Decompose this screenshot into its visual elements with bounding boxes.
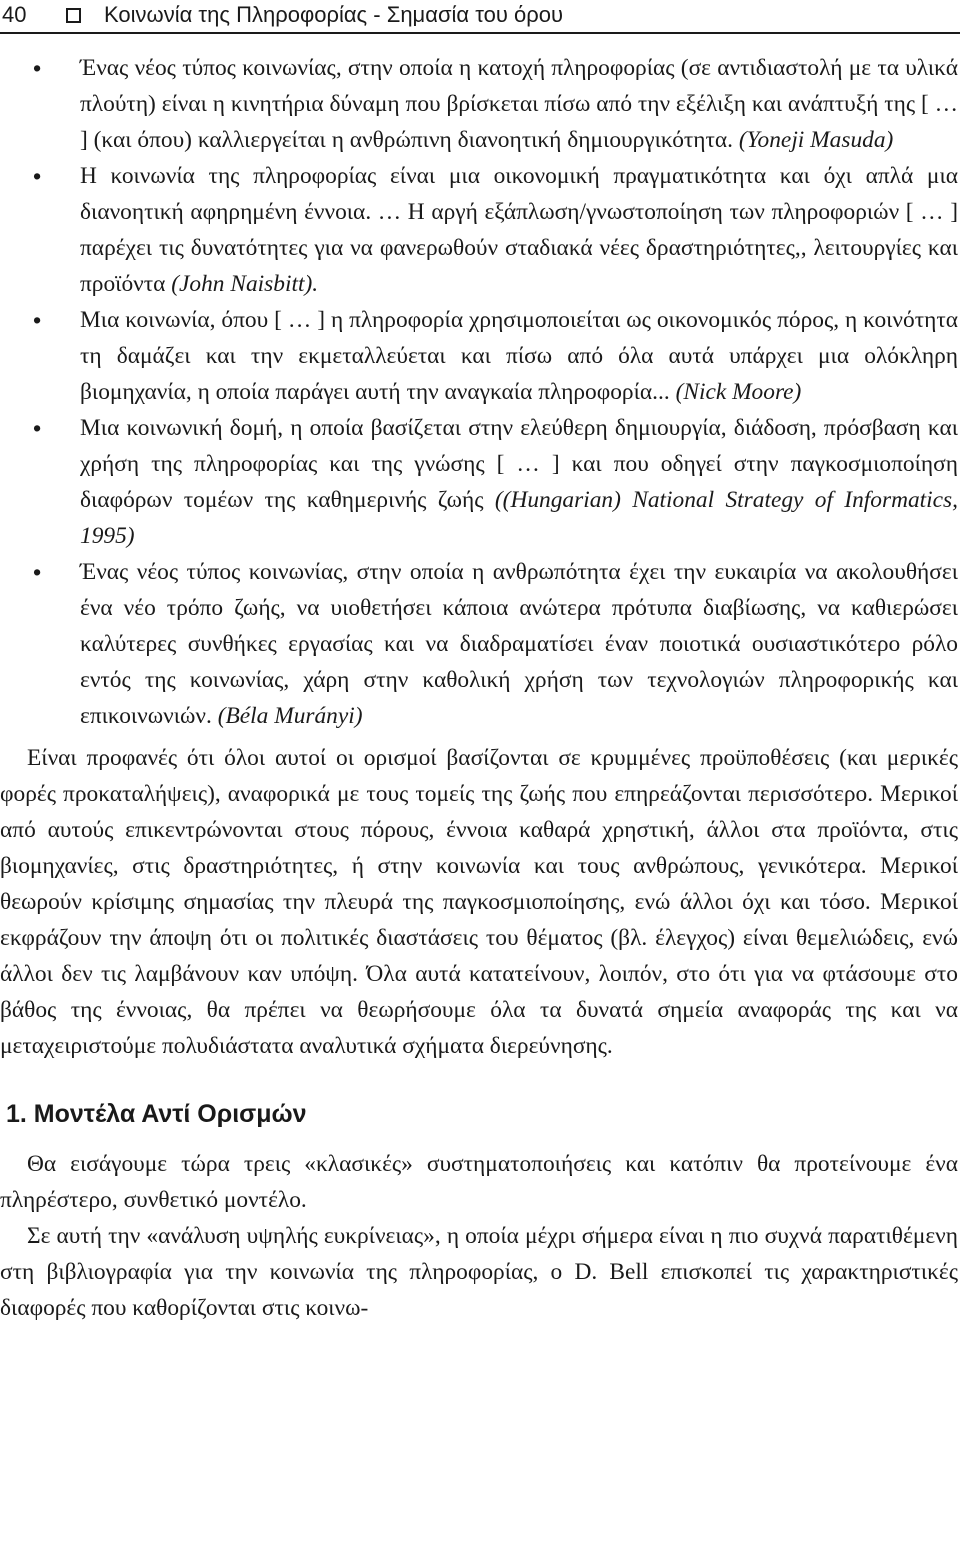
body-paragraph: Είναι προφανές ότι όλοι αυτοί οι ορισμοί βασίζονται σε κρυμμένες προϋποθέσεις (και μερικές φορές προκαταλήψεις), αναφορικά με τους τομείς της ζωής που επηρεάζονται περισσότερο. Μερικοί από αυτούς επικεντρώνονται στους πόρους, έννοια καθαρά χρηστική, άλλοι στα προϊόντα, στις βιομηχανίες, στις δραστηριότητες, ή στην κοινωνία και τους ανθρώπους, γενικότερα. Μερικοί θεωρούν κρίσιμης σημασίας την πλευρά της παγκοσμιοποίησης, ενώ άλλοι όχι και τόσο. Μερικοί εκφράζουν την άποψη ότι οι πολιτικές διαστάσεις του θέματος (βλ. έλεγχος) είναι θεμελιώδεις, ενώ άλλοι δεν τις λαμβάνουν καν υπόψη. Όλα αυτά κατατείνουν, λοιπόν, στο ότι για να φτάσουμε στο βάθος της έννοιας, θα πρέπει να θεωρήσουμε όλα τα δυνατά σημεία αναφοράς της και να μεταχειριστούμε πολυδιάστατα αναλυτικά σχήματα διερεύνησης. xyxy=(0,745,958,1059)
page-number: 40 xyxy=(2,2,27,27)
body-paragraph: Σε αυτή την «ανάλυση υψηλής ευκρίνειας», η οποία μέχρι σήμερα είναι η πιο συχνά παρατιθέμενη στη βιβλιογραφία για την κοινωνία της πληροφορίας, ο D. Bell επισκοπεί τις χαρακτηριστικές διαφορές που καθορίζονται στις κοινω- xyxy=(0,1223,958,1321)
body-paragraph: Θα εισάγουμε τώρα τρεις «κλασικές» συστηματοποιήσεις και κατόπιν θα προτείνουμε ένα πληρέστερο, συνθετικό μοντέλο. xyxy=(0,1151,958,1213)
definition-text: Ένας νέος τύπος κοινωνίας, στην οποία η ανθρωπότητα έχει την ευκαιρία να ακολουθήσει ένα νέο τρόπο ζωής, να υιοθετήσει κάποια ανώτερα πρότυπα διαβίωσης, να καθιερώσει καλύτερες συνθήκες εργασίας και να διαδραματίσει έναν ποιοτικά ουσιαστικότερο ρόλο εντός της κοινωνίας, χάρη στην καθολική χρήση των τεχνολογιών πληροφορικής και επικοινωνιών. xyxy=(80,559,958,729)
definition-item xyxy=(0,302,958,410)
definition-text: Μια κοινωνική δομή, η οποία βασίζεται στην ελεύθερη δημιουργία, διάδοση, πρόσβαση και χρήση της πληροφορίας και της γνώσης [ … ] και που οδηγεί στην παγκοσμιοποίηση διαφόρων τομέων της καθημερινής ζωής xyxy=(80,415,958,513)
definition-item xyxy=(0,50,958,158)
bullet-icon: • xyxy=(33,559,42,585)
definition-text: Η κοινωνία της πληροφορίας είναι μια οικονομική πραγματικότητα και όχι απλά μια διανοητική αφηρημένη έννοια. … Η αργή εξάπλωση/γνωστοποίηση των πληροφοριών [ … ] παρέχει τις δυνατότητες για να φανερωθούν σταδιακά νέες δραστηριότητες,, λειτουργίες και προϊόντα xyxy=(80,163,958,297)
definition-author: (Yoneji Masuda) xyxy=(738,127,894,153)
page-content xyxy=(0,50,958,1326)
definition-text: Μια κοινωνία, όπου [ … ] η πληροφορία χρησιμοποιείται ως οικονομικός πόρος, η κοινότητα τη δαμάζει και την εκμεταλλεύεται και πίσω από όλα αυτά υπάρχει μια ολόκληρη βιομηχανία, η οποία παράγει αυτή την αναγκαία πληροφορία... xyxy=(80,307,958,405)
definition-item xyxy=(0,410,958,554)
definition-author: (John Naisbitt). xyxy=(171,271,319,297)
running-title: Κοινωνία της Πληροφορίας - Σημασία του όρου xyxy=(104,2,564,27)
header-rule xyxy=(0,32,960,34)
bullet-icon: • xyxy=(33,307,42,333)
definition-author: ((Hungarian) National Strategy of Informatics, 1995) xyxy=(80,487,958,549)
definition-item xyxy=(0,554,958,734)
bullet-icon: • xyxy=(33,415,42,441)
bullet-icon: • xyxy=(33,163,42,189)
running-header xyxy=(0,0,960,30)
checkbox-square-icon xyxy=(66,8,81,23)
definition-text: Ένας νέος τύπος κοινωνίας, στην οποία η κατοχή πληροφορίας (σε αντιδιαστολή με τα υλικά πλούτη) είναι η κινητήρια δύναμη που βρίσκεται πίσω από την εξέλιξη και ανάπτυξή της [ … ] (και όπου) καλλιεργείται η ανθρώπινη διανοητική δημιουργικότητα. xyxy=(80,55,958,153)
definition-author: (Nick Moore) xyxy=(675,379,802,405)
bullet-icon: • xyxy=(33,55,42,81)
definition-item xyxy=(0,158,958,302)
section-heading: 1. Μοντέλα Αντί Ορισμών xyxy=(6,1100,307,1128)
definition-author: (Béla Murányi) xyxy=(217,703,363,729)
definitions-list xyxy=(0,50,958,734)
